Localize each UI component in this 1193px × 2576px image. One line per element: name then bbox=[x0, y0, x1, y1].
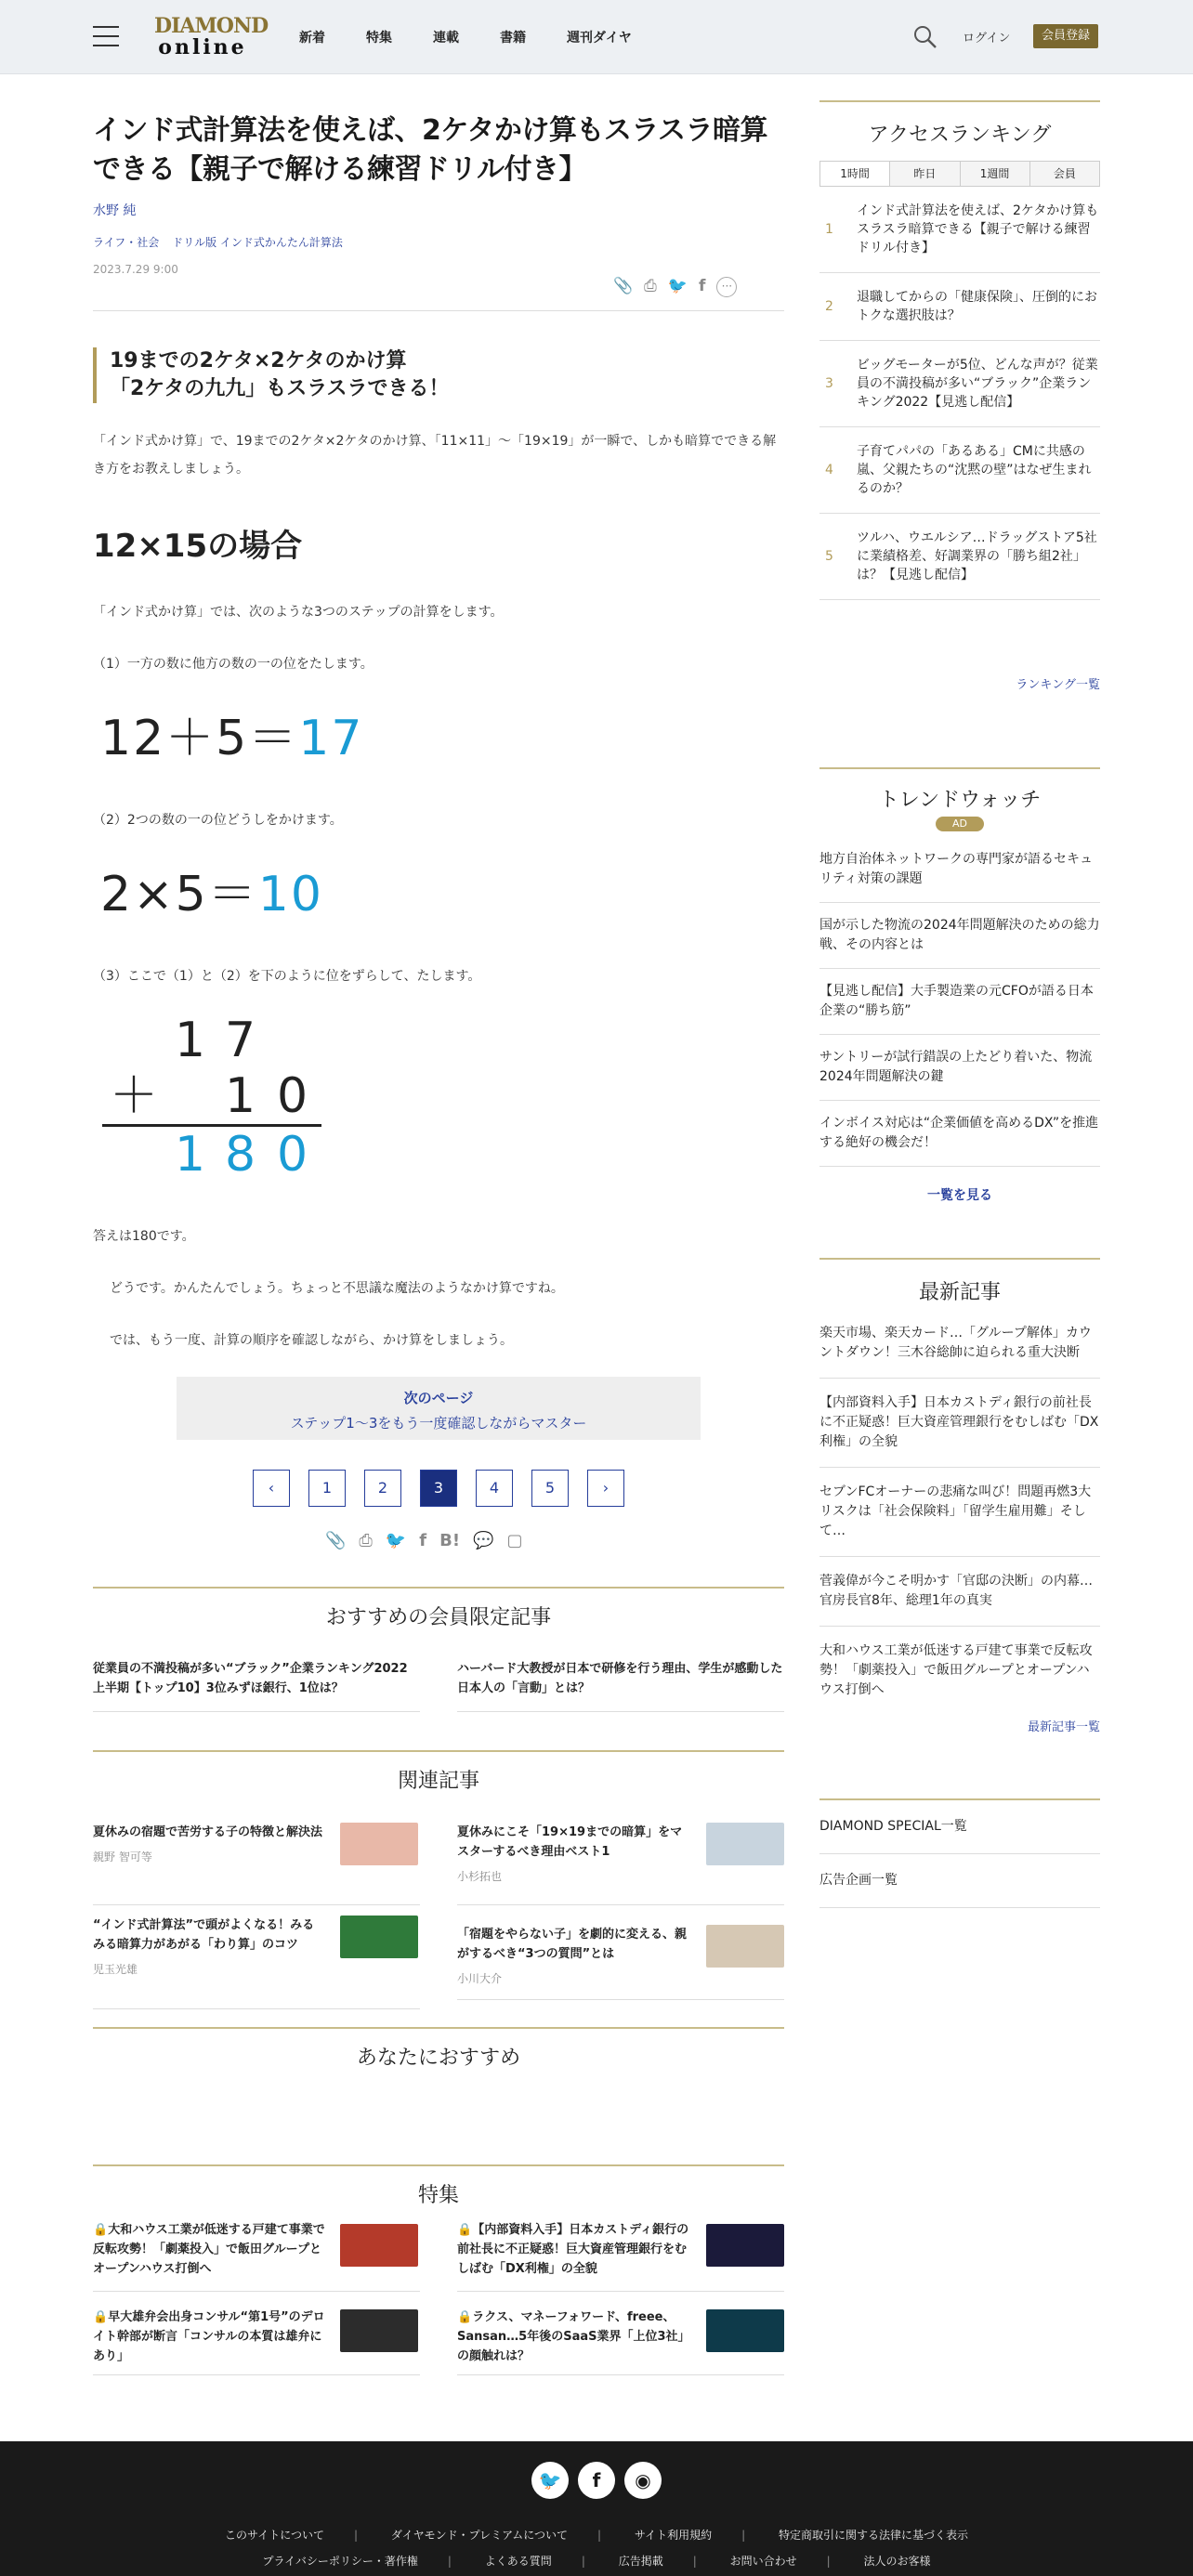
page-link[interactable]: 4 bbox=[476, 1470, 513, 1507]
latest-item[interactable]: 大和ハウス工業が低迷する戸建て事業で反転攻勢！「劇薬投入」で飯田グループとオープンハウス打倒へ bbox=[819, 1643, 1093, 1697]
footer-link[interactable]: 特定商取引に関する法律に基づく表示 bbox=[778, 2529, 968, 2542]
latest-title: 最新記事 bbox=[918, 1281, 1001, 1304]
facebook-icon[interactable]: f bbox=[578, 2462, 615, 2499]
publish-date: 2023.7.29 9:00 bbox=[93, 263, 178, 276]
ad-badge: AD bbox=[936, 817, 984, 831]
equation-1 bbox=[100, 699, 363, 768]
lead-line-1: 19までの2ケタ×2ケタのかけ算 bbox=[110, 349, 407, 373]
sidebar-trend bbox=[819, 767, 1100, 1204]
rank-number: 3 bbox=[825, 376, 833, 391]
special-list-link[interactable]: DIAMOND SPECIAL一覧 bbox=[819, 1800, 1100, 1854]
foryou-title: あなたにおすすめ bbox=[356, 2046, 521, 2070]
related-item-title: “インド式計算法”で頭がよくなる！みるみる暗算力があがる「わり算」のコツ bbox=[93, 1918, 315, 1952]
sidebar-extra bbox=[819, 1798, 1100, 1908]
logo-bottom: online bbox=[158, 35, 247, 59]
trend-item[interactable]: サントリーが試行錯誤の上たどり着いた、物流2024年問題解決の鍵 bbox=[819, 1035, 1100, 1101]
search-icon[interactable] bbox=[912, 24, 938, 50]
divider bbox=[457, 1904, 784, 1905]
twitter-icon[interactable]: 🐦 bbox=[531, 2462, 569, 2499]
hatena-icon[interactable]: B! bbox=[439, 1531, 461, 1550]
trend-list-link[interactable]: 一覧を見る bbox=[927, 1188, 992, 1203]
footer-link[interactable]: よくある質問 bbox=[484, 2555, 552, 2568]
site-logo[interactable] bbox=[154, 14, 269, 59]
rank-number: 1 bbox=[825, 222, 833, 237]
clip-icon[interactable]: 📎 bbox=[325, 1531, 347, 1550]
calc-row-top bbox=[102, 1013, 325, 1068]
ranking-item-title: 子育てパパの「あるある」CMに共感の嵐、父親たちの“沈黙の壁”はなぜ生まれるのか？ bbox=[857, 444, 1092, 496]
latest-list-link[interactable]: 最新記事一覧 bbox=[1027, 1720, 1100, 1734]
footer-link[interactable]: サイト利用規約 bbox=[634, 2529, 713, 2542]
rank-number: 5 bbox=[825, 549, 833, 564]
calc-digit: 7 bbox=[225, 1013, 256, 1068]
recommend-item[interactable]: ハーバード大教授が日本で研修を行う理由、学生が感動した日本人の「言動」とは？ bbox=[457, 1662, 783, 1695]
divider bbox=[93, 1711, 420, 1712]
latest-list bbox=[819, 1309, 1100, 1715]
section-rule bbox=[93, 2027, 784, 2029]
related-item[interactable] bbox=[457, 1823, 689, 1887]
page-link[interactable]: 2 bbox=[364, 1470, 401, 1507]
ranking-item[interactable] bbox=[819, 187, 1100, 273]
latest-item[interactable]: 【内部資料入手】日本カストディ銀行の前社長に不正疑惑！巨大資産管理銀行をむしばむ「DX利権」の全貌 bbox=[819, 1379, 1100, 1468]
feature-item[interactable] bbox=[457, 2308, 695, 2366]
lock-icon: 🔒 bbox=[457, 2223, 473, 2237]
article-head bbox=[93, 111, 784, 276]
page-link-current[interactable]: 3 bbox=[420, 1470, 457, 1507]
page-link[interactable]: 5 bbox=[531, 1470, 569, 1507]
more-icon[interactable]: ··· bbox=[716, 277, 737, 297]
related-thumbnail[interactable] bbox=[340, 1916, 418, 1958]
divider bbox=[457, 2374, 784, 2375]
footer-link[interactable]: プライバシーポリシー・著作権 bbox=[262, 2555, 418, 2568]
feature-item-title: 【内部資料入手】日本カストディ銀行の前社長に不正疑惑！巨大資産管理銀行をむしばむ「DX利権」の全貌 bbox=[457, 2223, 689, 2276]
rank-number: 2 bbox=[825, 299, 833, 314]
recommend-title: おすすめの会員限定記事 bbox=[325, 1606, 552, 1629]
calc-row-mid bbox=[102, 1068, 325, 1124]
tab-1hour[interactable]: 1時間 bbox=[820, 162, 890, 186]
print-icon[interactable]: ⎙ bbox=[359, 1531, 373, 1550]
nav-series[interactable]: 連載 bbox=[433, 31, 459, 46]
equation-2-answer: 10 bbox=[257, 867, 323, 922]
trend-title: トレンドウォッチ bbox=[878, 789, 1042, 812]
author-link[interactable]: 水野 純 bbox=[93, 203, 137, 218]
share-toolbar bbox=[613, 277, 737, 297]
login-link[interactable]: ログイン bbox=[963, 32, 1011, 46]
equation-1-expr: 12＋5＝ bbox=[100, 711, 299, 766]
divider bbox=[93, 2008, 420, 2009]
ranking-list-link[interactable]: ランキング一覧 bbox=[1016, 678, 1100, 692]
related-item[interactable] bbox=[93, 1916, 325, 1980]
section-rule bbox=[93, 1587, 784, 1589]
paragraph: では、もう一度、計算の順序を確認しながら、かけ算をしましょう。 bbox=[110, 1333, 513, 1348]
ranking-item-title: ツルハ、ウエルシア…ドラッグストア5社に業績格差、好調業界の「勝ち組2社」は？【見逃し配信】 bbox=[857, 530, 1097, 582]
rank-number: 4 bbox=[825, 463, 833, 477]
site-footer bbox=[0, 2441, 1193, 2576]
ranking-item-title: ビッグモーターが5位、どんな声が？従業員の不満投稿が多い“ブラック”企業ランキング2022【見逃し配信】 bbox=[857, 358, 1098, 410]
lock-icon: 🔒 bbox=[93, 2223, 109, 2237]
pocket-icon[interactable]: ▢ bbox=[506, 1531, 523, 1550]
paragraph: どうです。かんたんでしょう。ちょっと不思議な魔法のようなかけ算ですね。 bbox=[110, 1281, 564, 1296]
feature-item-title: ラクス、マネーフォワード、freee、Sansan…5年後のSaaS業界「上位3社」の顔触れは？ bbox=[457, 2310, 690, 2363]
trend-item[interactable]: 【見逃し配信】大手製造業の元CFOが語る日本企業の“勝ち筋” bbox=[819, 969, 1100, 1035]
feature-thumbnail[interactable] bbox=[340, 2224, 418, 2267]
paragraph: 「インド式かけ算」では、次のような3つのステップの計算をします。 bbox=[93, 605, 504, 620]
related-thumbnail[interactable] bbox=[706, 1823, 784, 1865]
divider bbox=[93, 310, 784, 311]
clip-icon[interactable]: 📎 bbox=[613, 277, 634, 295]
trend-item[interactable]: インボイス対応は“企業価値を高めるDX”を推進する絶好の機会だ！ bbox=[819, 1101, 1100, 1167]
trend-item[interactable]: 国が示した物流の2024年問題解決のための総力戦、その内容とは bbox=[819, 903, 1100, 969]
calc-digit: 0 bbox=[277, 1068, 308, 1124]
category-list bbox=[93, 234, 784, 250]
column-addition bbox=[102, 1013, 325, 1183]
related-item-author: 小杉拓也 bbox=[457, 1870, 503, 1883]
prev-page-button[interactable]: ‹ bbox=[253, 1470, 290, 1507]
feature-item-title: 大和ハウス工業が低迷する戸建て事業で反転攻勢！「劇薬投入」で飯田グループとオープンハウス打倒へ bbox=[93, 2223, 325, 2276]
related-item-author: 児玉光雄 bbox=[93, 1963, 138, 1976]
footer-links-row-1: このサイトについて | ダイヤモンド・プレミアムについて | サイト利用規約 | 特定商取引に関する法律に基づく表示 bbox=[225, 2529, 968, 2542]
tab-member[interactable]: 会員 bbox=[1030, 162, 1099, 186]
footer-link[interactable]: 広告掲載 bbox=[618, 2555, 663, 2568]
lead-box bbox=[93, 347, 784, 403]
category-link[interactable]: ライフ・社会 bbox=[93, 236, 160, 249]
latest-item[interactable]: 菅義偉が今こそ明かす「官邸の決断」の内幕…官房長官8年、総理1年の真実 bbox=[819, 1557, 1100, 1627]
feature-thumbnail[interactable] bbox=[706, 2224, 784, 2267]
step-1-text: （1）一方の数に他方の数の一の位をたします。 bbox=[93, 657, 374, 672]
related-title: 関連記事 bbox=[397, 1770, 479, 1793]
equation-2 bbox=[100, 855, 323, 924]
section-heading: 12×15の場合 bbox=[93, 528, 303, 565]
ranking-item[interactable] bbox=[819, 514, 1100, 600]
divider bbox=[457, 1999, 784, 2000]
calc-digit: 1 bbox=[175, 1013, 206, 1068]
related-item-title: 夏休みにこそ「19×19までの暗算」をマスターするべき理由ベスト1 bbox=[457, 1825, 683, 1859]
section-rule bbox=[819, 100, 1100, 102]
next-page-label: 次のページ bbox=[403, 1390, 474, 1406]
ranking-item[interactable] bbox=[819, 427, 1100, 514]
twitter-icon[interactable]: 🐦 bbox=[667, 277, 688, 295]
intro-text: 「インド式かけ算」で、19までの2ケタ×2ケタのかけ算、「11×11」～「19×19」が一瞬で、しかも暗算でできる解き方をお教えしましょう。 bbox=[93, 434, 777, 477]
related-item-title: 「宿題をやらない子」を劇的に変える、親がするべき“3つの質問”とは bbox=[457, 1928, 688, 1961]
category-link[interactable]: ドリル版 インド式かんたん計算法 bbox=[172, 236, 343, 249]
step-3-text: （3）ここで（1）と（2）を下のように位をずらして、たします。 bbox=[93, 969, 481, 984]
feature-thumbnail[interactable] bbox=[706, 2309, 784, 2352]
calc-digit: 8 bbox=[225, 1127, 256, 1183]
feature-item[interactable] bbox=[93, 2220, 331, 2279]
ranking-tabs bbox=[819, 161, 1100, 187]
next-page-title: ステップ1〜3をもう一度確認しながらマスター bbox=[290, 1415, 587, 1432]
lock-icon: 🔒 bbox=[93, 2310, 109, 2324]
print-icon[interactable]: ⎙ bbox=[644, 277, 657, 295]
divider bbox=[457, 2291, 784, 2292]
page-link[interactable]: 1 bbox=[308, 1470, 346, 1507]
step-2-text: （2）2つの数の一の位どうしをかけます。 bbox=[93, 813, 343, 828]
feature-item[interactable] bbox=[457, 2220, 695, 2279]
twitter-icon[interactable]: 🐦 bbox=[385, 1531, 407, 1550]
ranking-item-title: インド式計算法を使えば、2ケタかけ算もスラスラ暗算できる【親子で解ける練習ドリル付き】 bbox=[857, 203, 1099, 255]
related-thumbnail[interactable] bbox=[706, 1925, 784, 1968]
related-item[interactable] bbox=[457, 1925, 689, 1989]
recommend-item[interactable]: 従業員の不満投稿が多い“ブラック”企業ランキング2022上半期【トップ10】3位みずほ銀行、1位は？ bbox=[93, 1662, 408, 1695]
section-rule bbox=[93, 1750, 784, 1752]
trend-list bbox=[819, 837, 1100, 1167]
trend-item[interactable]: 地方自治体ネットワークの専門家が語るセキュリティ対策の課題 bbox=[819, 837, 1100, 903]
divider bbox=[93, 1904, 420, 1905]
lock-icon: 🔒 bbox=[457, 2310, 473, 2324]
feature-item-title: 早大雄弁会出身コンサル“第1号”のデロイト幹部が断言「コンサルの本質は雄弁にあり」 bbox=[93, 2310, 325, 2363]
feature-thumbnail[interactable] bbox=[340, 2309, 418, 2352]
nav-feature[interactable]: 特集 bbox=[366, 31, 392, 46]
ad-project-list-link[interactable]: 広告企画一覧 bbox=[819, 1854, 1100, 1908]
calc-row-answer bbox=[102, 1127, 325, 1183]
sidebar-latest bbox=[819, 1258, 1100, 1734]
section-rule bbox=[93, 2164, 784, 2166]
ranking-item[interactable] bbox=[819, 273, 1100, 341]
next-page-box[interactable] bbox=[177, 1377, 701, 1440]
latest-item[interactable]: 楽天市場、楽天カード…「グループ解体」カウントダウン！三木谷総帥に迫られる重大決断 bbox=[819, 1309, 1100, 1379]
related-item[interactable] bbox=[93, 1823, 325, 1867]
divider bbox=[93, 2374, 420, 2375]
calc-plus: ＋ bbox=[110, 1068, 159, 1124]
section-rule bbox=[819, 767, 1100, 769]
tab-1week[interactable]: 1週間 bbox=[961, 162, 1030, 186]
ranking-item-title: 退職してからの「健康保険」、圧倒的におトクな選択肢は？ bbox=[857, 290, 1097, 323]
footer-links-row-2: プライバシーポリシー・著作権 | よくある質問 | 広告掲載 | お問い合わせ | 法人のお客様 bbox=[262, 2555, 931, 2568]
ranking-title: アクセスランキング bbox=[868, 124, 1052, 147]
next-page-button[interactable]: › bbox=[587, 1470, 624, 1507]
facebook-icon[interactable]: f bbox=[698, 277, 706, 295]
site-header bbox=[0, 0, 1193, 74]
related-item-author: 小川大介 bbox=[457, 1972, 503, 1985]
share-toolbar-bottom bbox=[325, 1531, 522, 1550]
line-icon[interactable]: 💬 bbox=[473, 1531, 494, 1550]
divider bbox=[457, 1711, 784, 1712]
related-item-title: 夏休みの宿題で苦労する子の特徴と解決法 bbox=[93, 1825, 323, 1839]
section-rule bbox=[819, 1258, 1100, 1260]
latest-item[interactable]: セブンFCオーナーの悲痛な叫び！問題再燃3大リスクは「社会保険料」「留学生雇用難」そして… bbox=[819, 1468, 1100, 1557]
equation-1-answer: 17 bbox=[298, 711, 364, 766]
footer-link[interactable]: このサイトについて bbox=[225, 2529, 324, 2542]
article-title: インド式計算法を使えば、2ケタかけ算もスラスラ暗算できる【親子で解ける練習ドリル付き】 bbox=[93, 114, 767, 186]
facebook-icon[interactable]: f bbox=[419, 1531, 427, 1550]
equation-2-expr: 2×5＝ bbox=[100, 867, 258, 922]
footer-link[interactable]: 法人のお客様 bbox=[863, 2555, 931, 2568]
rss-icon[interactable]: ◉ bbox=[624, 2462, 662, 2499]
calc-digit: 1 bbox=[175, 1127, 206, 1183]
feature-item[interactable] bbox=[93, 2308, 331, 2366]
menu-icon[interactable] bbox=[93, 26, 119, 46]
register-button[interactable]: 会員登録 bbox=[1033, 24, 1098, 48]
calc-digit: 0 bbox=[277, 1127, 308, 1183]
feature-title: 特集 bbox=[417, 2184, 459, 2207]
footer-link[interactable]: お問い合わせ bbox=[729, 2555, 797, 2568]
lead-line-2: 「2ケタの九九」もスラスラできる！ bbox=[110, 377, 450, 400]
footer-link[interactable]: ダイヤモンド・プレミアムについて bbox=[390, 2529, 569, 2542]
nav-weekly[interactable]: 週刊ダイヤ bbox=[567, 31, 632, 46]
answer-text: 答えは180です。 bbox=[93, 1229, 195, 1244]
calc-digit: 1 bbox=[225, 1068, 256, 1124]
sidebar-ranking bbox=[819, 100, 1100, 692]
ranking-item[interactable] bbox=[819, 341, 1100, 427]
global-nav bbox=[299, 28, 673, 46]
logo-top: DIAMOND bbox=[154, 14, 269, 38]
nav-books[interactable]: 書籍 bbox=[500, 31, 526, 46]
pagination bbox=[253, 1470, 624, 1507]
related-item-author: 親野 智可等 bbox=[93, 1850, 152, 1863]
tab-yesterday[interactable]: 昨日 bbox=[890, 162, 960, 186]
related-thumbnail[interactable] bbox=[340, 1823, 418, 1865]
divider bbox=[93, 2291, 420, 2292]
nav-new[interactable]: 新着 bbox=[299, 31, 325, 46]
